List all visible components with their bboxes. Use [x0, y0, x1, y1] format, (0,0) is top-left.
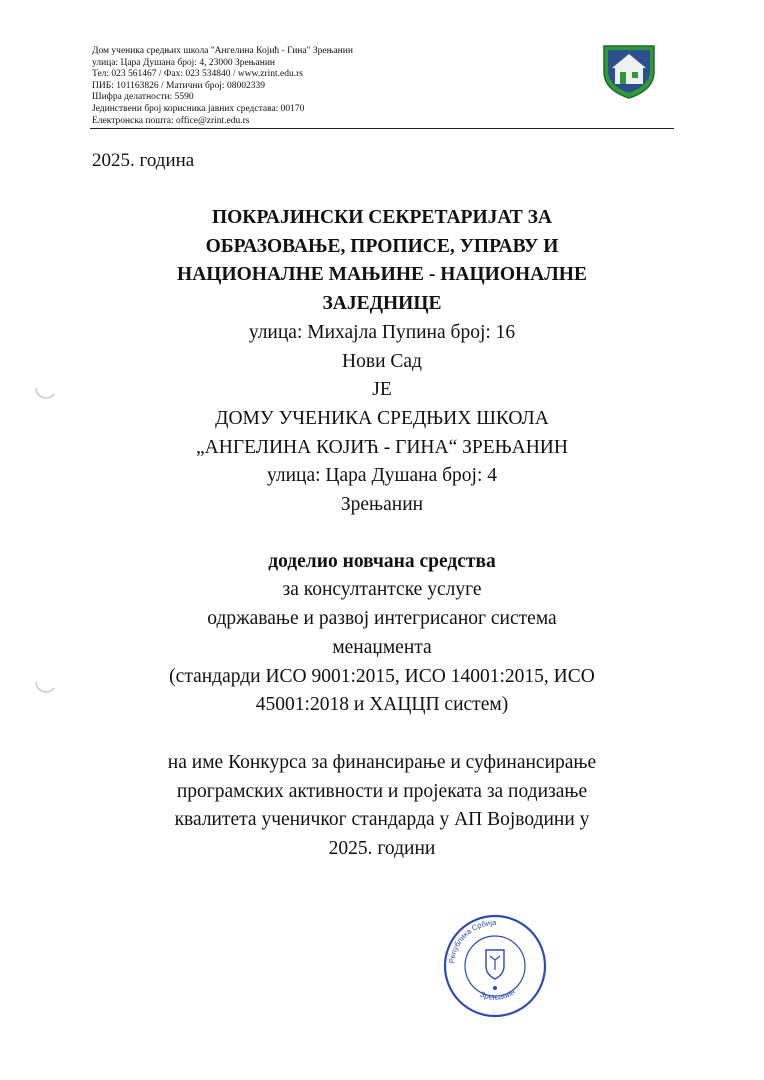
svg-text:Република Србија: Република Србија [447, 917, 497, 964]
secretariat-line-4: ЗАЈЕДНИЦЕ [322, 293, 442, 315]
recipient-line-2: „АНГЕЛИНА КОЈИЋ - ГИНА“ ЗРЕЊАНИН [196, 436, 568, 458]
letterhead-line-tax-id: ПИБ: 101163826 / Матични број: 08002339 [92, 80, 265, 91]
award-heading: доделио новчана средства [268, 550, 496, 572]
letterhead-line-email: Електронска пошта: office@zrint.edu.rs [92, 115, 250, 126]
punch-hole-mark [30, 670, 60, 700]
recipient-street: улица: Цара Душана број: 4 [266, 465, 498, 487]
secretariat-line-1: ПОКРАЈИНСКИ СЕКРЕТАРИЈАТ ЗА [211, 207, 553, 228]
svg-text:Зрењанин: Зрењанин [478, 987, 517, 1002]
letterhead-line-institution: Дом ученика средњих школа "Ангелина Којић - Гина" Зрењанин [92, 46, 353, 56]
letterhead-line-phone: Тел: 023 561467 / Фах: 023 534840 / www.zrint.edu.rs [92, 69, 304, 80]
certificate-body [90, 204, 674, 864]
punch-hole-mark [30, 380, 60, 410]
purpose-line-2: одржавање и развој интегрисаног система [207, 608, 557, 630]
contest-line-3: квалитета ученичког стандарда у АП Војводини у [174, 809, 590, 831]
purpose-line-1: за консултантске услуге [282, 579, 482, 601]
purpose-line-3: менаџмента [332, 636, 432, 658]
document-year: 2025. година [92, 150, 195, 171]
conjunction: ЈЕ [372, 379, 392, 401]
recipient-city: Зрењанин [340, 494, 424, 516]
letterhead-info [92, 46, 353, 127]
contest-line-1: на име Конкурса за финансирање и суфинансирање [167, 751, 597, 773]
secretariat-line-3: НАЦИОНАЛНЕ МАЊИНЕ - НАЦИОНАЛНЕ [177, 264, 587, 286]
secretariat-line-2: ОБРАЗОВАЊЕ, ПРОПИСЕ, УПРАВУ И [205, 235, 559, 257]
letterhead-line-activity-code: Шифра делатности: 5590 [92, 92, 194, 103]
secretariat-street: улица: Михајла Пупина број: 16 [248, 321, 516, 343]
recipient-line-1: ДОМУ УЧЕНИКА СРЕДЊИХ ШКОЛА [215, 407, 549, 429]
secretariat-city: Нови Сад [342, 350, 422, 372]
school-logo [600, 40, 658, 100]
contest-line-4: 2025. години [328, 838, 436, 860]
purpose-line-5: 45001:2018 и ХАЦЦП систем) [255, 694, 509, 716]
contest-line-2: програмских активности и пројеката за подизање [176, 780, 588, 802]
letterhead-line-budget-number: Јединствени број корисника јавних средстава: 00170 [92, 103, 305, 114]
letterhead-line-address: улица: Цара Душана број: 4, 23000 Зрењанин [92, 57, 276, 68]
official-seal-stamp [440, 910, 550, 1022]
header-divider [90, 128, 674, 129]
purpose-line-4: (стандарди ИСО 9001:2015, ИСО 14001:2015, ИСО [169, 665, 595, 687]
